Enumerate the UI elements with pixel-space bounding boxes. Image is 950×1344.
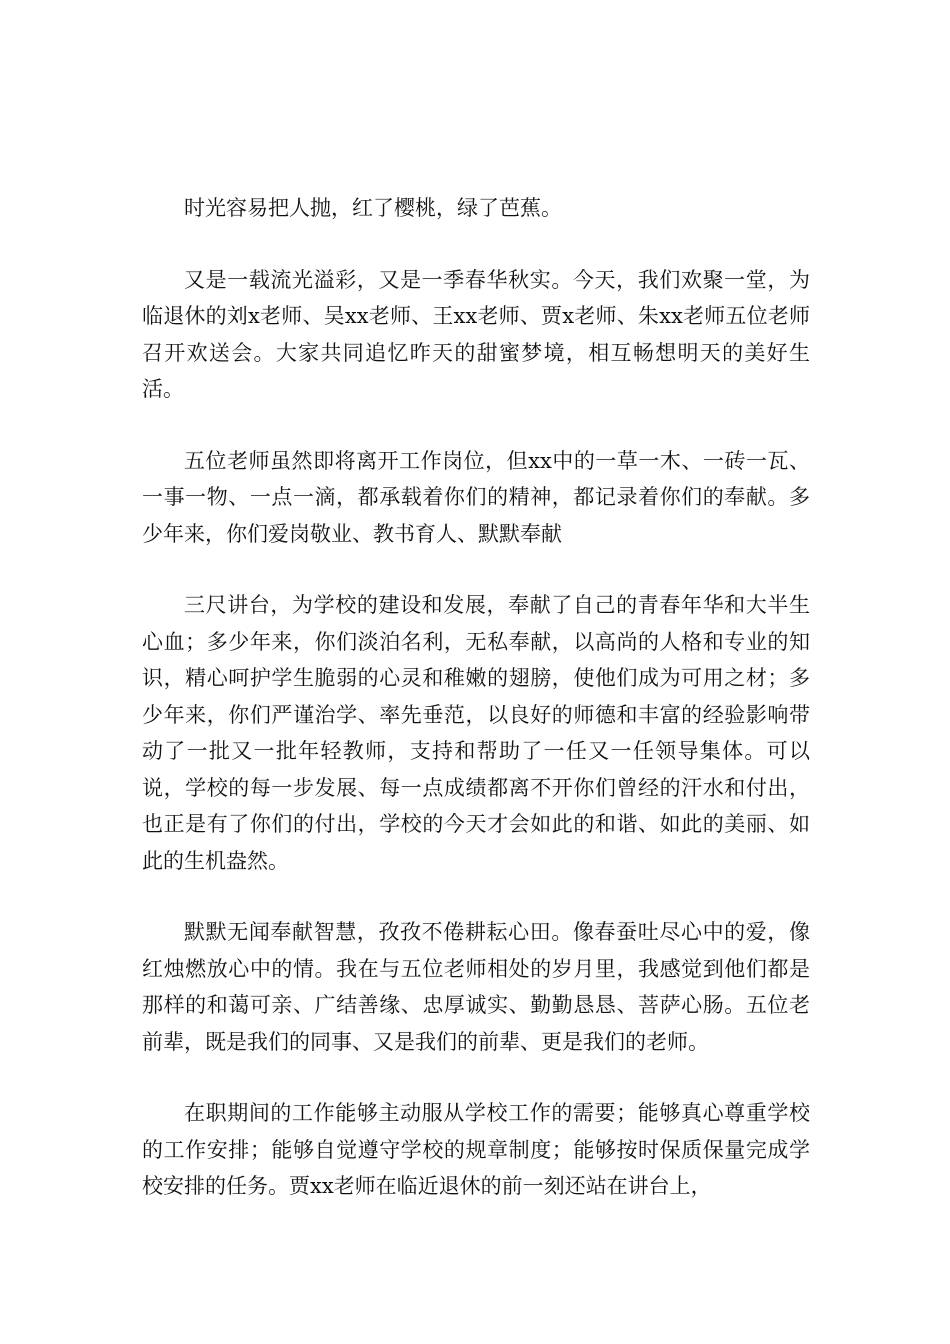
- paragraph-4: 三尺讲台，为学校的建设和发展，奉献了自己的青春年华和大半生心血；多少年来，你们淡泊名利，无私奉献，以高尚的人格和专业的知识，精心呵护学生脆弱的心灵和稚嫩的翅膀，使他们成为可用之材；多少年来，你们严谨治学、率先垂范，以良好的师德和丰富的经验影响带动了一批又一批年轻教师，支持和帮助了一任又一任领导集体。可以说，学校的每一步发展、每一点成绩都离不开你们曾经的汗水和付出，也正是有了你们的付出，学校的今天才会如此的和谐、如此的美丽、如此的生机盎然。: [142, 593, 810, 873]
- paragraph-2: 又是一载流光溢彩，又是一季春华秋实。今天，我们欢聚一堂，为临退休的刘x老师、吴xx老师、王xx老师、贾x老师、朱xx老师五位老师召开欢送会。大家共同追忆昨天的甜蜜梦境，相互畅想明天的美好生活。: [142, 267, 810, 401]
- paragraph-5: 默默无闻奉献智慧，孜孜不倦耕耘心田。像春蚕吐尽心中的爱，像红烛燃放心中的情。我在与五位老师相处的岁月里，我感觉到他们都是那样的和蔼可亲、广结善缘、忠厚诚实、勤勤恳恳、菩萨心肠。五位老前辈，既是我们的同事、又是我们的前辈、更是我们的老师。: [142, 920, 810, 1054]
- paragraph-1: 时光容易把人抛，红了樱桃，绿了芭蕉。: [184, 196, 562, 220]
- document-body: [142, 190, 810, 1240]
- paragraph-3: 五位老师虽然即将离开工作岗位，但xx中的一草一木、一砖一瓦、一事一物、一点一滴，都承载着你们的精神，都记录着你们的奉献。多少年来，你们爱岗敬业、教书育人、默默奉献: [142, 448, 810, 546]
- paragraph-6: 在职期间的工作能够主动服从学校工作的需要；能够真心尊重学校的工作安排；能够自觉遵守学校的规章制度；能够按时保质保量完成学校安排的任务。贾xx老师在临近退休的前一刻还站在讲台上，: [142, 1101, 810, 1198]
